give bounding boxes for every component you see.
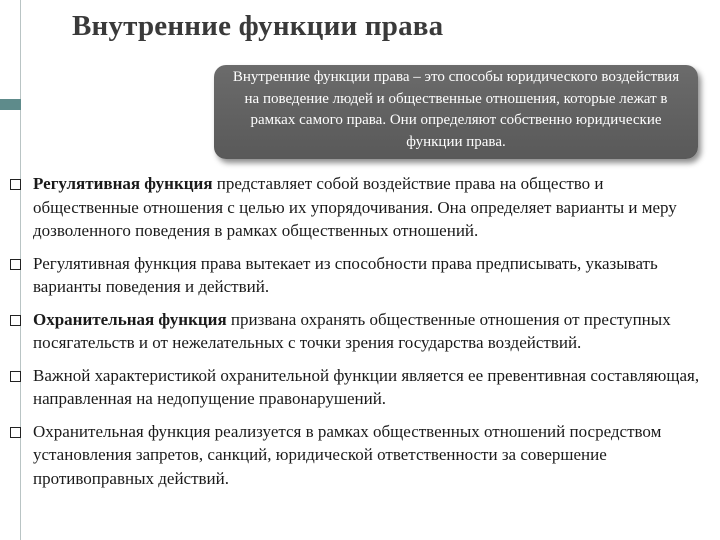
list-item	[10, 252, 710, 299]
square-bullet-icon	[10, 179, 21, 190]
bullet-term: Регулятивная функция	[33, 174, 213, 193]
bullet-term: Охранительная функция	[33, 309, 227, 329]
accent-bar	[0, 99, 21, 110]
bullet-text: Важной характеристикой охранительной функции является ее превентивная составляющая, направленная на недопущение правонарушений.	[33, 365, 700, 408]
definition-callout: Внутренние функции права – это способы юридического воздействия на поведение людей и общественные отношения, которые лежат в рамках самого права. Они определяют собственно юридические функции права.	[214, 65, 698, 159]
bullet-text: призвана охранять общественные отношения от преступных посягательств и от нежелательных с точки зрения государства воздействий.	[33, 309, 671, 352]
bullet-text: Охранительная функция реализуется в рамках общественных отношений посредством установления запретов, санкций, юридической ответственности за совершение противоправных действий.	[33, 421, 662, 488]
square-bullet-icon	[10, 315, 21, 326]
square-bullet-icon	[10, 371, 21, 382]
square-bullet-icon	[10, 259, 21, 270]
list-item	[10, 308, 710, 355]
list-item	[10, 364, 710, 411]
bullet-text: представляет собой воздействие права на общество и общественные отношения с целью их упорядочивания. Она определяет варианты и меру дозволенного поведения в рамках общественных отношений.	[33, 174, 677, 240]
list-item	[10, 172, 710, 243]
square-bullet-icon	[10, 427, 21, 438]
list-item	[10, 420, 710, 491]
bullet-list	[10, 172, 710, 490]
bullet-text: Регулятивная функция права вытекает из способности права предписывать, указывать варианты поведения и действий.	[33, 253, 658, 296]
slide-title: Внутренние функции права	[72, 10, 444, 42]
